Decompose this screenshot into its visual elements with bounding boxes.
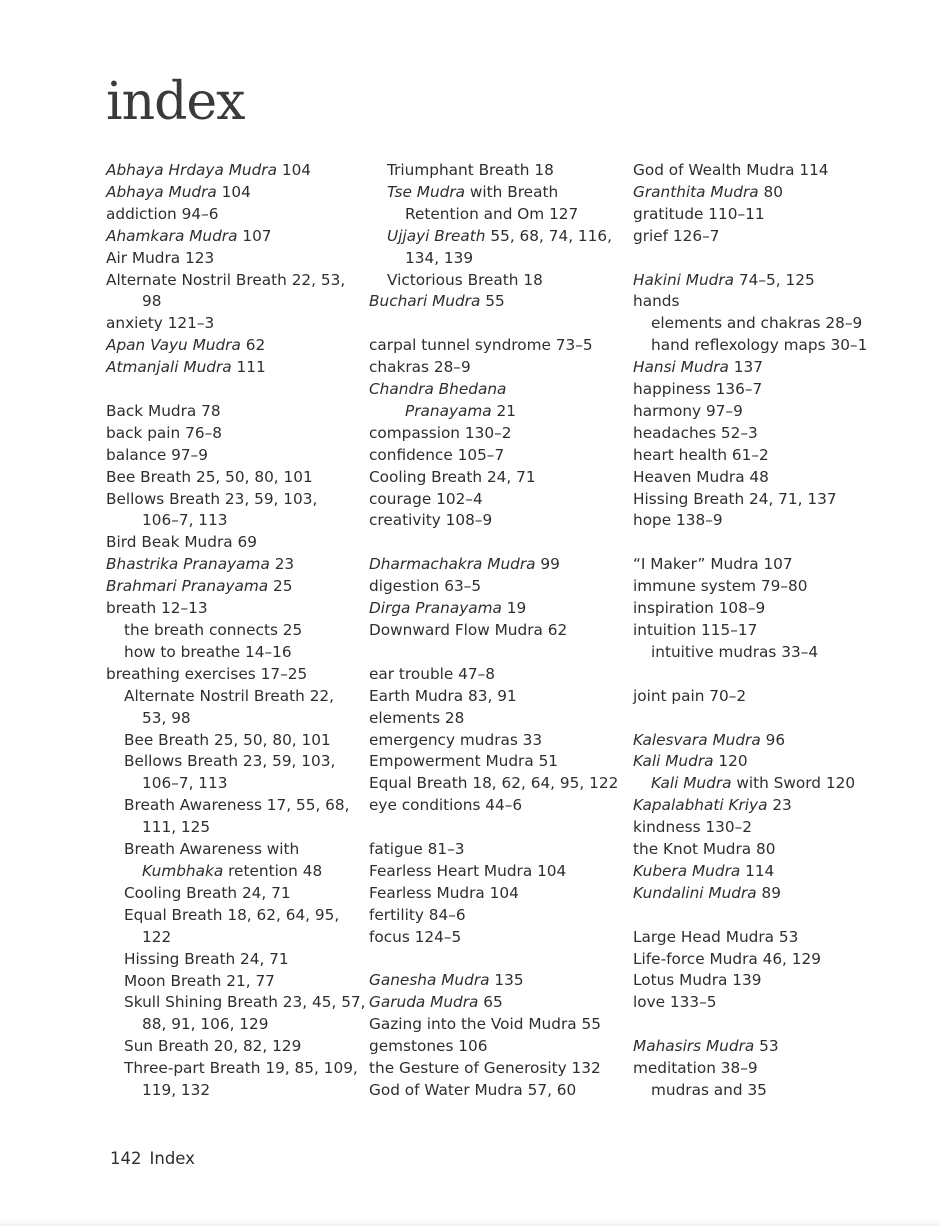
index-term: Breath Awareness 17, 55, 68,	[124, 796, 350, 815]
index-term: Garuda Mudra	[369, 993, 479, 1012]
index-term: “I Maker” Mudra 107	[633, 555, 793, 574]
index-term: mudras and 35	[651, 1080, 767, 1099]
index-entry	[633, 291, 888, 313]
index-entry	[369, 751, 624, 773]
index-entry	[369, 861, 624, 883]
index-entry	[369, 335, 624, 357]
index-term: Buchari Mudra	[369, 292, 481, 311]
index-term: joint pain 70–2	[633, 686, 747, 705]
index-term: intuition 115–17	[633, 621, 758, 639]
index-entry	[633, 554, 888, 576]
index-term: focus 124–5	[369, 927, 462, 946]
index-entry	[633, 620, 888, 642]
index-term: Kapalabhati Kriya	[633, 796, 768, 815]
page-refs: 23	[269, 555, 295, 574]
index-term: confidence 105–7	[369, 445, 505, 464]
index-entry	[633, 204, 888, 226]
continuation-refs: retention 48	[223, 861, 323, 880]
index-subentry	[106, 905, 361, 949]
continuation-text: 106–7, 113	[142, 774, 228, 793]
index-term: intuitive mudras 33–4	[651, 642, 819, 661]
index-term: Bellows Breath 23, 59, 103,	[124, 752, 336, 771]
index-term: back pain 76–8	[106, 423, 222, 442]
index-term: Kalesvara Mudra	[633, 730, 761, 749]
index-entry	[633, 1036, 888, 1058]
index-term: Abhaya Hrdaya Mudra	[106, 161, 277, 179]
index-term: hand reflexology maps 30–1	[651, 336, 868, 355]
index-term: addiction 94–6	[106, 204, 219, 223]
index-entry	[106, 313, 361, 335]
index-term: fatigue 81–3	[369, 840, 465, 859]
page-refs: 114	[740, 861, 775, 880]
index-entry	[369, 883, 624, 905]
page-refs: 99	[535, 555, 560, 574]
letter-group-gap	[369, 642, 624, 664]
index-entry	[369, 489, 624, 511]
index-term: Cooling Breath 24, 71	[369, 467, 536, 486]
index-term: Heaven Mudra 48	[633, 467, 769, 486]
index-term: the Gesture of Generosity 132	[369, 1059, 601, 1078]
entry-continuation	[124, 1014, 361, 1036]
entry-continuation	[106, 510, 361, 532]
page-footer	[110, 1149, 195, 1168]
index-term: Bee Breath 25, 50, 80, 101	[124, 730, 331, 749]
index-entry	[633, 357, 888, 379]
index-subentry	[369, 182, 624, 226]
entry-continuation	[106, 291, 361, 313]
index-term: Bird Beak Mudra 69	[106, 533, 257, 552]
index-term: Back Mudra 78	[106, 401, 221, 420]
index-term: hope 138–9	[633, 511, 723, 530]
index-entry	[369, 905, 624, 927]
index-term: Fearless Mudra 104	[369, 883, 519, 902]
index-entry	[369, 927, 624, 949]
index-entry	[106, 489, 361, 533]
letter-group-gap	[633, 708, 888, 730]
scan-bottom-edge	[0, 1218, 940, 1226]
index-term: Skull Shining Breath 23, 45, 57,	[124, 993, 366, 1012]
index-entry	[369, 664, 624, 686]
index-term: Mahasirs Mudra	[633, 1037, 755, 1056]
continuation-text: 53, 98	[142, 708, 191, 727]
index-term: immune system 79–80	[633, 577, 808, 596]
index-entry	[106, 357, 361, 379]
page-refs: with Sword 120	[731, 774, 856, 793]
continuation-text: 111, 125	[142, 818, 211, 837]
index-subentry	[106, 1058, 361, 1102]
continuation-text: 122	[142, 927, 172, 946]
index-entry	[369, 510, 624, 532]
entry-continuation	[124, 927, 361, 949]
index-entry	[369, 445, 624, 467]
page-refs: 65	[478, 993, 503, 1012]
index-entry	[369, 839, 624, 861]
page-refs: 120	[713, 752, 748, 771]
index-entry	[369, 1014, 624, 1036]
index-term: Triumphant Breath 18	[387, 161, 554, 179]
index-term: carpal tunnel syndrome 73–5	[369, 336, 593, 355]
entry-continuation	[124, 861, 361, 883]
index-term: compassion 130–2	[369, 423, 512, 442]
index-entry	[369, 708, 624, 730]
index-entry	[369, 970, 624, 992]
index-term: God of Wealth Mudra 114	[633, 161, 829, 179]
index-entry	[633, 510, 888, 532]
index-entry	[633, 226, 888, 248]
index-term: Brahmari Pranayama	[106, 577, 269, 596]
index-entry	[633, 949, 888, 971]
index-term: creativity 108–9	[369, 511, 493, 530]
index-entry	[633, 270, 888, 292]
index-term: Life-force Mudra 46, 129	[633, 949, 821, 968]
index-entry	[633, 489, 888, 511]
index-term: Ganesha Mudra	[369, 971, 490, 990]
index-entry	[369, 467, 624, 489]
index-term: balance 97–9	[106, 445, 208, 464]
letter-group-gap	[633, 532, 888, 554]
index-entry	[106, 401, 361, 423]
index-term: emergency mudras 33	[369, 730, 543, 749]
index-entry	[106, 335, 361, 357]
index-term: Chandra Bhedana	[369, 380, 507, 399]
index-subentry	[633, 773, 888, 795]
index-subentry	[633, 335, 888, 357]
index-entry	[369, 291, 624, 313]
index-term: inspiration 108–9	[633, 599, 766, 618]
index-entry	[633, 817, 888, 839]
index-entry	[106, 160, 361, 182]
page-refs: 135	[489, 971, 524, 990]
index-subentry	[106, 883, 361, 905]
page-refs: 19	[501, 599, 527, 618]
letter-group-gap	[369, 817, 624, 839]
index-entry	[633, 423, 888, 445]
letter-group-gap	[633, 664, 888, 686]
index-entry	[633, 751, 888, 773]
index-term: love 133–5	[633, 993, 717, 1012]
continuation-term: Pranayama	[405, 401, 492, 420]
continuation-refs: 21	[491, 401, 516, 420]
index-entry	[633, 686, 888, 708]
page-refs: 74–5, 125	[734, 270, 815, 289]
entry-continuation	[387, 248, 624, 270]
index-subentry	[369, 160, 624, 182]
index-term: Bhastrika Pranayama	[106, 555, 270, 574]
index-subentry	[106, 839, 361, 883]
page-refs: 62	[240, 336, 266, 355]
index-entry	[369, 379, 624, 423]
index-term: Hissing Breath 24, 71	[124, 949, 289, 968]
index-entry	[106, 554, 361, 576]
continuation-text: 88, 91, 106, 129	[142, 1015, 269, 1034]
index-term: grief 126–7	[633, 226, 720, 245]
index-entry	[633, 927, 888, 949]
index-subentry	[106, 751, 361, 795]
page-refs: with Breath	[465, 182, 559, 201]
index-term: gratitude 110–11	[633, 204, 765, 223]
index-term: fertility 84–6	[369, 905, 466, 924]
page-refs: 53	[754, 1037, 779, 1056]
index-entry	[106, 423, 361, 445]
index-term: Cooling Breath 24, 71	[124, 883, 291, 902]
index-subentry	[106, 992, 366, 1036]
index-term: happiness 136–7	[633, 380, 763, 399]
index-entry	[369, 620, 624, 642]
index-entry	[633, 992, 888, 1014]
index-entry	[633, 379, 888, 401]
page-refs: 23	[767, 796, 792, 815]
index-term: chakras 28–9	[369, 358, 471, 377]
page-refs: 104	[216, 182, 251, 201]
index-term: Equal Breath 18, 62, 64, 95,	[124, 905, 340, 924]
index-term: Fearless Heart Mudra 104	[369, 861, 567, 880]
page-refs: 80	[758, 182, 783, 201]
index-entry	[633, 160, 888, 182]
index-term: Lotus Mudra 139	[633, 971, 762, 990]
continuation-term: Kumbhaka	[142, 861, 224, 880]
index-entry	[369, 576, 624, 598]
index-subentry	[106, 1036, 361, 1058]
index-entry	[633, 839, 888, 861]
index-entry	[369, 1036, 624, 1058]
index-term: the Knot Mudra 80	[633, 840, 776, 859]
entry-continuation	[124, 817, 361, 839]
index-subentry	[633, 1080, 888, 1102]
page-refs: 55, 68, 74, 116,	[485, 226, 612, 245]
entry-continuation	[124, 773, 361, 795]
page-refs: 111	[231, 358, 266, 377]
index-term: Ujjayi Breath	[387, 226, 486, 245]
index-entry	[369, 773, 624, 795]
index-term: Kali Mudra	[633, 752, 714, 771]
index-entry	[633, 576, 888, 598]
entry-continuation	[387, 204, 624, 226]
index-term: Dharmachakra Mudra	[369, 555, 536, 574]
index-entry	[106, 576, 361, 598]
index-term: Bellows Breath 23, 59, 103,	[106, 489, 318, 508]
index-term: Hansi Mudra	[633, 358, 729, 377]
index-term: heart health 61–2	[633, 445, 769, 464]
index-entry	[106, 226, 361, 248]
index-entry	[633, 861, 888, 883]
index-entry	[106, 270, 361, 314]
index-term: gemstones 106	[369, 1037, 488, 1056]
index-subentry	[106, 730, 361, 752]
index-term: Kundalini Mudra	[633, 883, 757, 902]
page-refs: 96	[760, 730, 786, 749]
index-term: Atmanjali Mudra	[106, 358, 232, 377]
index-term: digestion 63–5	[369, 577, 482, 596]
entry-continuation	[124, 708, 361, 730]
index-term: headaches 52–3	[633, 423, 758, 442]
index-column-3	[633, 160, 888, 1102]
footer-section: Index	[149, 1149, 195, 1168]
index-subentry	[633, 313, 888, 335]
entry-continuation	[124, 1080, 361, 1102]
entry-continuation	[369, 401, 624, 423]
continuation-text: 134, 139	[405, 248, 474, 267]
index-entry	[633, 730, 888, 752]
letter-group-gap	[633, 905, 888, 927]
index-term: Air Mudra 123	[106, 248, 215, 267]
index-term: Downward Flow Mudra 62	[369, 621, 568, 639]
letter-group-gap	[369, 949, 624, 971]
index-entry	[106, 248, 361, 270]
index-term: Victorious Breath 18	[387, 270, 543, 289]
index-entry	[633, 401, 888, 423]
index-term: Sun Breath 20, 82, 129	[124, 1037, 302, 1056]
index-entry	[633, 1058, 888, 1080]
letter-group-gap	[106, 379, 361, 401]
index-entry	[369, 554, 624, 576]
index-term: harmony 97–9	[633, 401, 743, 420]
index-subentry	[106, 949, 361, 971]
index-term: Hakini Mudra	[633, 270, 735, 289]
index-entry	[369, 795, 624, 817]
index-subentry	[369, 270, 624, 292]
index-entry	[106, 204, 361, 226]
index-entry	[106, 664, 361, 686]
index-entry	[633, 598, 888, 620]
index-term: the breath connects 25	[124, 621, 303, 640]
index-term: Apan Vayu Mudra	[106, 336, 241, 355]
index-entry	[369, 357, 624, 379]
continuation-text: 98	[142, 292, 162, 311]
index-term: Granthita Mudra	[633, 182, 759, 201]
letter-group-gap	[633, 248, 888, 270]
index-term: Bee Breath 25, 50, 80, 101	[106, 467, 313, 486]
index-term: kindness 130–2	[633, 818, 752, 837]
index-entry	[106, 467, 361, 489]
index-term: breath 12–13	[106, 599, 208, 618]
index-entry	[369, 686, 624, 708]
index-term: Large Head Mudra 53	[633, 927, 799, 946]
page-number: 142	[110, 1149, 142, 1168]
continuation-text: 119, 132	[142, 1081, 211, 1100]
index-term: Hissing Breath 24, 71, 137	[633, 489, 837, 508]
index-term: Kali Mudra	[651, 774, 732, 793]
index-subentry	[106, 795, 361, 839]
index-term: anxiety 121–3	[106, 314, 215, 333]
index-term: hands	[633, 292, 680, 311]
page-title: index	[106, 72, 245, 132]
index-subentry	[369, 226, 624, 270]
index-entry	[106, 182, 361, 204]
letter-group-gap	[369, 532, 624, 554]
index-entry	[369, 598, 624, 620]
index-term: Ahamkara Mudra	[106, 226, 238, 245]
index-term: elements 28	[369, 708, 465, 727]
index-entry	[633, 182, 888, 204]
index-term: Empowerment Mudra 51	[369, 752, 559, 771]
index-entry	[633, 883, 888, 905]
index-term: Equal Breath 18, 62, 64, 95, 122	[369, 774, 619, 793]
index-entry	[633, 795, 888, 817]
index-entry	[369, 423, 624, 445]
index-entry	[633, 445, 888, 467]
index-subentry	[106, 971, 361, 993]
page-refs: 89	[756, 883, 781, 902]
index-term: Kubera Mudra	[633, 861, 741, 880]
index-entry	[106, 598, 361, 620]
index-entry	[106, 532, 361, 554]
index-entry	[106, 445, 361, 467]
index-subentry	[106, 642, 361, 664]
index-subentry	[106, 620, 361, 642]
index-entry	[369, 1058, 624, 1080]
index-entry	[633, 970, 888, 992]
index-term: Alternate Nostril Breath 22,	[124, 686, 335, 705]
continuation-text: Retention and Om 127	[405, 204, 579, 223]
index-term: ear trouble 47–8	[369, 664, 496, 683]
index-term: Alternate Nostril Breath 22, 53,	[106, 270, 346, 289]
index-term: meditation 38–9	[633, 1059, 758, 1078]
index-entry	[369, 992, 624, 1014]
page-refs: 55	[480, 292, 505, 311]
page-refs: 104	[276, 161, 312, 179]
index-term: Abhaya Mudra	[106, 182, 217, 201]
index-term: how to breathe 14–16	[124, 642, 292, 661]
index-term: Earth Mudra 83, 91	[369, 686, 517, 705]
letter-group-gap	[633, 1014, 888, 1036]
index-term: elements and chakras 28–9	[651, 314, 863, 333]
index-term: eye conditions 44–6	[369, 796, 523, 815]
index-term: Breath Awareness with	[124, 840, 300, 859]
index-term: courage 102–4	[369, 489, 483, 508]
index-term: God of Water Mudra 57, 60	[369, 1080, 577, 1099]
index-term: breathing exercises 17–25	[106, 664, 308, 683]
index-subentry	[633, 642, 888, 664]
index-term: Three-part Breath 19, 85, 109,	[124, 1059, 358, 1078]
index-term: Gazing into the Void Mudra 55	[369, 1015, 601, 1034]
index-entry	[369, 730, 624, 752]
page-refs: 137	[728, 358, 763, 377]
continuation-text: 106–7, 113	[142, 511, 228, 530]
index-term: Dirga Pranayama	[369, 599, 502, 618]
letter-group-gap	[369, 313, 624, 335]
page-refs: 25	[268, 577, 293, 596]
page-refs: 107	[237, 226, 272, 245]
index-column-2	[369, 160, 624, 1102]
index-term: Tse Mudra	[387, 182, 466, 201]
index-entry	[369, 1080, 624, 1102]
index-entry	[633, 467, 888, 489]
index-term: Moon Breath 21, 77	[124, 971, 275, 990]
index-column-1	[106, 160, 366, 1102]
index-subentry	[106, 686, 361, 730]
